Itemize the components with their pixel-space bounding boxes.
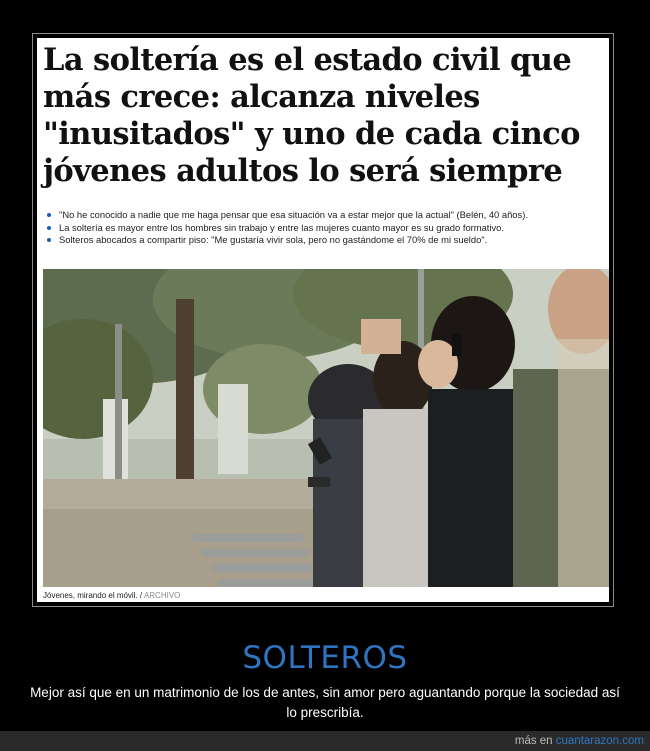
photo-caption [43, 591, 180, 601]
bullet-dot-icon [47, 238, 51, 242]
meme-image-frame [32, 33, 614, 607]
bullet-dot-icon [47, 213, 51, 217]
caption-text: Jóvenes, mirando el móvil. / [43, 591, 143, 600]
article-headline: La soltería es el estado civil que más crece: alcanza niveles "inusitados" y uno de cada cinco jóvenes adultos lo será siempre [43, 42, 580, 189]
news-article-screenshot [37, 38, 609, 602]
young-people-looking-at-phones-photo [43, 269, 609, 587]
article-photo [43, 269, 609, 587]
more-at-text [515, 734, 644, 748]
site-footer-bar [0, 731, 650, 751]
article-bullet-item [45, 209, 607, 222]
meme-title: SOLTEROS [242, 640, 408, 676]
bullet-dot-icon [47, 226, 51, 230]
article-bullet-list [45, 209, 607, 247]
meme-subtitle: Mejor así que en un matrimonio de los de antes, sin amor pero aguantando porque la sociedad así lo prescribía. [30, 685, 620, 720]
article-bullet-item [45, 222, 607, 235]
site-link[interactable]: cuantarazon.com [555, 735, 644, 747]
bullet-text: Solteros abocados a compartir piso: "Me gustaría vivir sola, pero no gastándome el 70% de mi sueldo". [59, 234, 488, 245]
footer-prefix: más en [514, 735, 553, 747]
caption-credit: ARCHIVO [143, 591, 181, 600]
article-bullet-item [45, 234, 607, 247]
bullet-text: "No he conocido a nadie que me haga pensar que esa situación va a estar mejor que la actual" (Belén, 40 años). [59, 209, 528, 220]
bullet-text: La soltería es mayor entre los hombres sin trabajo y entre las mujeres cuanto mayor es su grado formativo. [59, 221, 504, 233]
